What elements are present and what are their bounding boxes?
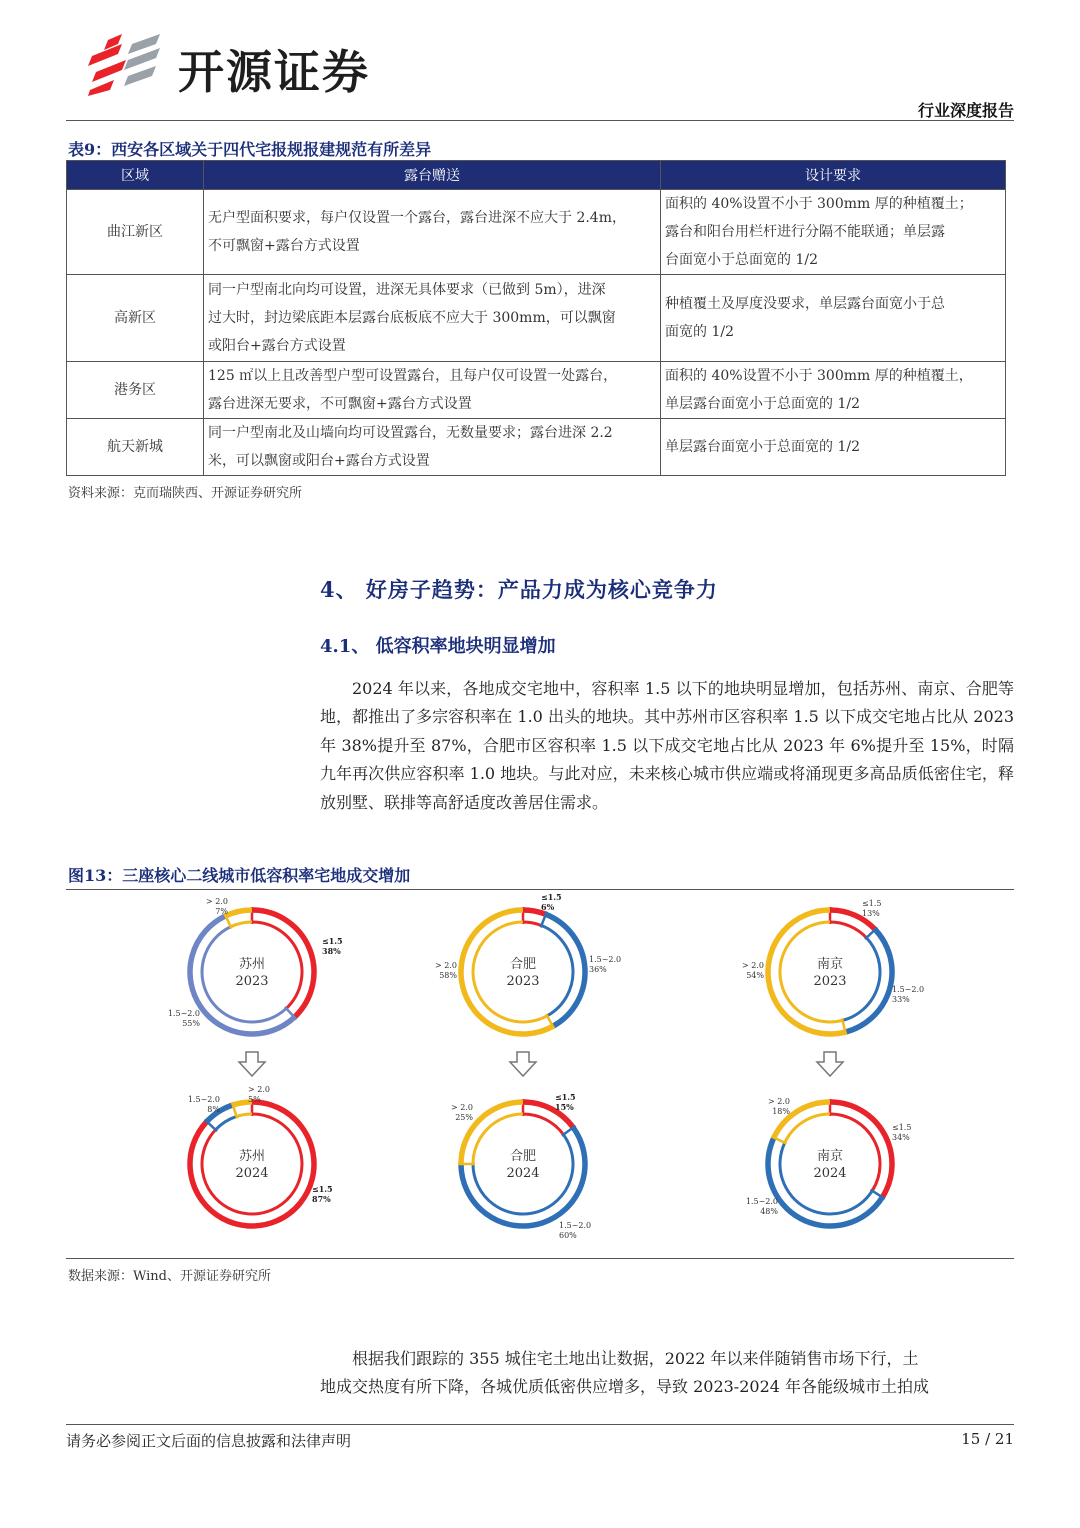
design-cell: 单层露台面宽小于总面宽的 1/2 [661, 419, 1006, 476]
slice-label: ≤1.5 [862, 899, 882, 908]
donut-chart [451, 1092, 591, 1240]
slice-value: 7% [215, 907, 228, 916]
gift-cell: 同一户型南北向均可设置，进深无具体要求（已做到 5m），进深 过大时，封边梁底距本层露台底板底不应大于 300mm，可以飘窗 或阳台+露台方式设置 [204, 275, 661, 362]
donut-slice-outer [226, 910, 252, 916]
figure-caption: 图13：三座核心二线城市低容积率宅地成交增加 [68, 866, 411, 885]
report-type: 行业深度报告 [917, 101, 1014, 120]
slice-label: 1.5~2.0 [589, 955, 622, 964]
donut-city-label: 南京 [816, 1149, 844, 1164]
slice-value: 58% [439, 971, 457, 980]
slice-value: 87% [312, 1194, 331, 1204]
column-header: 露台赠送 [204, 161, 661, 190]
donut-chart [746, 1097, 912, 1226]
figure-top-rule [66, 889, 1014, 890]
donut-city-label: 南京 [816, 957, 844, 972]
region-cell: 高新区 [67, 275, 204, 362]
donut-charts [0, 892, 1080, 1252]
donut-slice-inner [216, 1116, 237, 1129]
region-cell: 港务区 [67, 362, 204, 419]
footer-divider [66, 1424, 1014, 1425]
slice-value: 55% [182, 1019, 200, 1028]
slice-value: 38% [322, 946, 341, 956]
slice-value: 6% [541, 902, 555, 912]
table-header-row [67, 161, 1006, 190]
table-source: 资料来源：克而瑞陕西、开源证券研究所 [68, 486, 303, 501]
region-cell: 曲江新区 [67, 190, 204, 275]
slice-label: ≤1.5 [555, 1092, 576, 1102]
donut-slice-inner [231, 922, 252, 927]
donut-year-label: 2023 [813, 974, 847, 989]
donut-slice-inner [523, 1114, 563, 1135]
design-cell: 面积的 40%设置不小于 300mm 厚的种植覆土， 单层露台面宽小于总面宽的 1/2 [661, 362, 1006, 419]
table-caption: 表9：西安各区域关于四代宅报规报建规范有所差异 [68, 140, 432, 159]
slice-label: > 2.0 [768, 1097, 790, 1106]
slice-value: 54% [746, 971, 764, 980]
region-cell: 航天新城 [67, 419, 204, 476]
gift-cell: 同一户型南北及山墙向均可设置露台，无数量要求；露台进深 2.2 米，可以飘窗或阳台+露台方式设置 [204, 419, 661, 476]
gift-cell: 125 ㎡以上且改善型户型可设置露台，且每户仅可设置一处露台， 露台进深无要求，不可飘窗+露台方式设置 [204, 362, 661, 419]
slice-label: > 2.0 [248, 1085, 270, 1094]
slice-value: 34% [892, 1133, 910, 1142]
donut-slice-outer [461, 910, 553, 1034]
column-header: 区域 [67, 161, 204, 190]
table-row [67, 362, 1006, 419]
donut-chart [742, 899, 924, 1035]
donut-chart [188, 1085, 333, 1226]
header-divider [66, 120, 1014, 121]
subsection-heading: 4.1、 低容积率地块明显增加 [320, 636, 556, 657]
section-heading: 4、 好房子趋势：产品力成为核心竞争力 [320, 577, 718, 602]
arrow-down-icon [510, 1052, 536, 1076]
donut-slice-inner [523, 922, 541, 926]
donut-slice-inner [842, 938, 880, 1021]
donut-year-label: 2023 [235, 974, 269, 989]
donut-slice-inner [237, 1114, 252, 1116]
slice-label: ≤1.5 [892, 1123, 912, 1132]
figure-bottom-rule [66, 1258, 1014, 1259]
slice-value: 48% [760, 1207, 778, 1216]
gift-cell: 无户型面积要求，每户仅设置一个露台，露台进深不应大于 2.4m， 不可飘窗+露台方式设置 [204, 190, 661, 275]
slice-value: 33% [892, 995, 910, 1004]
page-number: 15 / 21 [961, 1430, 1014, 1448]
donut-city-label: 苏州 [238, 1149, 266, 1164]
table-row [67, 275, 1006, 362]
slice-value: 60% [559, 1231, 577, 1240]
slice-label: 1.5~2.0 [745, 1197, 778, 1206]
donut-year-label: 2024 [813, 1166, 847, 1181]
slice-label: ≤1.5 [312, 1184, 333, 1194]
slice-label: > 2.0 [435, 961, 457, 970]
slice-label: 1.5~2.0 [167, 1009, 200, 1018]
slice-label: > 2.0 [451, 1103, 473, 1112]
slice-value: 8% [207, 1105, 220, 1114]
slice-value: 5% [248, 1095, 261, 1104]
brand-name: 开源证券 [178, 45, 370, 99]
slice-label: ≤1.5 [541, 892, 562, 902]
donut-year-label: 2023 [506, 974, 540, 989]
donut-chart [435, 892, 621, 1034]
body-paragraph: 2024 年以来，各地成交宅地中，容积率 1.5 以下的地块明显增加，包括苏州、南京、合肥等地，都推出了多宗容积率在 1.0 出头的地块。其中苏州市区容积率 1.5 以下成交宅地占比从 2023 年 38%提升至 87%，合肥市区容积率 1.5 以下成交宅地占比从 2023 年 6%提升至 15%，时隔九年再次供应容积率 1.0 地块。与此对应，未来核心城市供应端或将涌现更多高品质低密住宅，释放别墅、联排等高舒适度改善居住需求。 [320, 679, 1014, 812]
donut-city-label: 合肥 [509, 957, 537, 972]
brand-logo-icon [88, 34, 164, 96]
slice-value: 25% [455, 1113, 473, 1122]
slice-label: 1.5~2.0 [559, 1221, 592, 1230]
arrow-down-icon [239, 1052, 265, 1076]
donut-slice-inner [830, 922, 866, 938]
design-cell: 种植覆土及厚度没要求，单层露台面宽小于总 面宽的 1/2 [661, 275, 1006, 362]
body-paragraph-2: 根据我们跟踪的 355 城住宅土地出让数据，2022 年以来伴随销售市场下行，土 地成交热度有所下降，各城优质低密供应增多，导致 2023-2024 年各能级城市土拍成 [320, 1349, 930, 1397]
slice-value: 15% [555, 1102, 574, 1112]
design-cell: 面积的 40%设置不小于 300mm 厚的种植覆土； 露台和阳台用栏杆进行分隔不能联通；单层露 台面宽小于总面宽的 1/2 [661, 190, 1006, 275]
donut-slice-inner [780, 922, 842, 1022]
slice-label: ≤1.5 [322, 936, 343, 946]
arrow-down-icon [817, 1052, 843, 1076]
table-row [67, 419, 1006, 476]
slice-label: > 2.0 [206, 897, 228, 906]
figure-source: 数据来源：Wind、开源证券研究所 [68, 1269, 271, 1284]
slice-value: 36% [589, 965, 607, 974]
donut-chart [168, 897, 343, 1034]
donut-slice-inner [541, 926, 573, 1016]
disclaimer: 请务必参阅正文后面的信息披露和法律声明 [66, 1432, 352, 1450]
donut-slice-inner [473, 922, 547, 1022]
slice-label: > 2.0 [742, 961, 764, 970]
slice-value: 18% [772, 1107, 790, 1116]
donut-year-label: 2024 [235, 1166, 269, 1181]
region-table [66, 160, 1006, 476]
slice-label: 1.5~2.0 [892, 985, 925, 994]
table-row [67, 190, 1006, 275]
donut-city-label: 合肥 [509, 1149, 537, 1164]
donut-city-label: 苏州 [238, 957, 266, 972]
column-header: 设计要求 [661, 161, 1006, 190]
slice-value: 13% [862, 909, 880, 918]
slice-label: 1.5~2.0 [187, 1095, 220, 1104]
donut-year-label: 2024 [506, 1166, 540, 1181]
